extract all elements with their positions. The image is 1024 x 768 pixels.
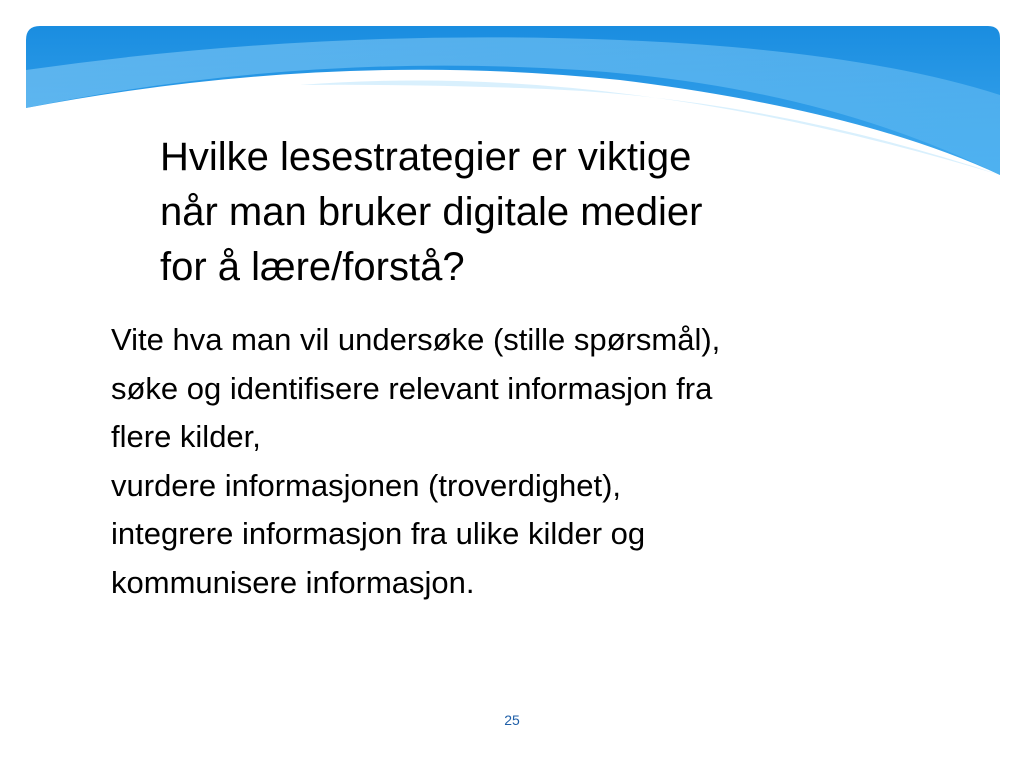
body-line: integrere informasjon fra ulike kilder og <box>111 516 646 551</box>
page-number: 25 <box>504 712 520 728</box>
slide-title-line: når man bruker digitale medier <box>160 190 703 234</box>
body-line: kommunisere informasjon. <box>111 564 475 600</box>
body-line: søke og identifisere relevant informasjon fra <box>111 370 713 406</box>
slide-title-line: for å lære/forstå? <box>160 245 465 289</box>
body-line: flere kilder, <box>111 419 261 454</box>
body-line: Vite hva man vil undersøke (stille spørsmål), <box>111 322 721 357</box>
slide-title <box>160 130 920 295</box>
slide-body-text <box>111 316 971 607</box>
slide-title-line: Hvilke lesestrategier er viktige <box>160 135 692 179</box>
body-line: vurdere informasjonen (troverdighet), <box>111 467 622 503</box>
